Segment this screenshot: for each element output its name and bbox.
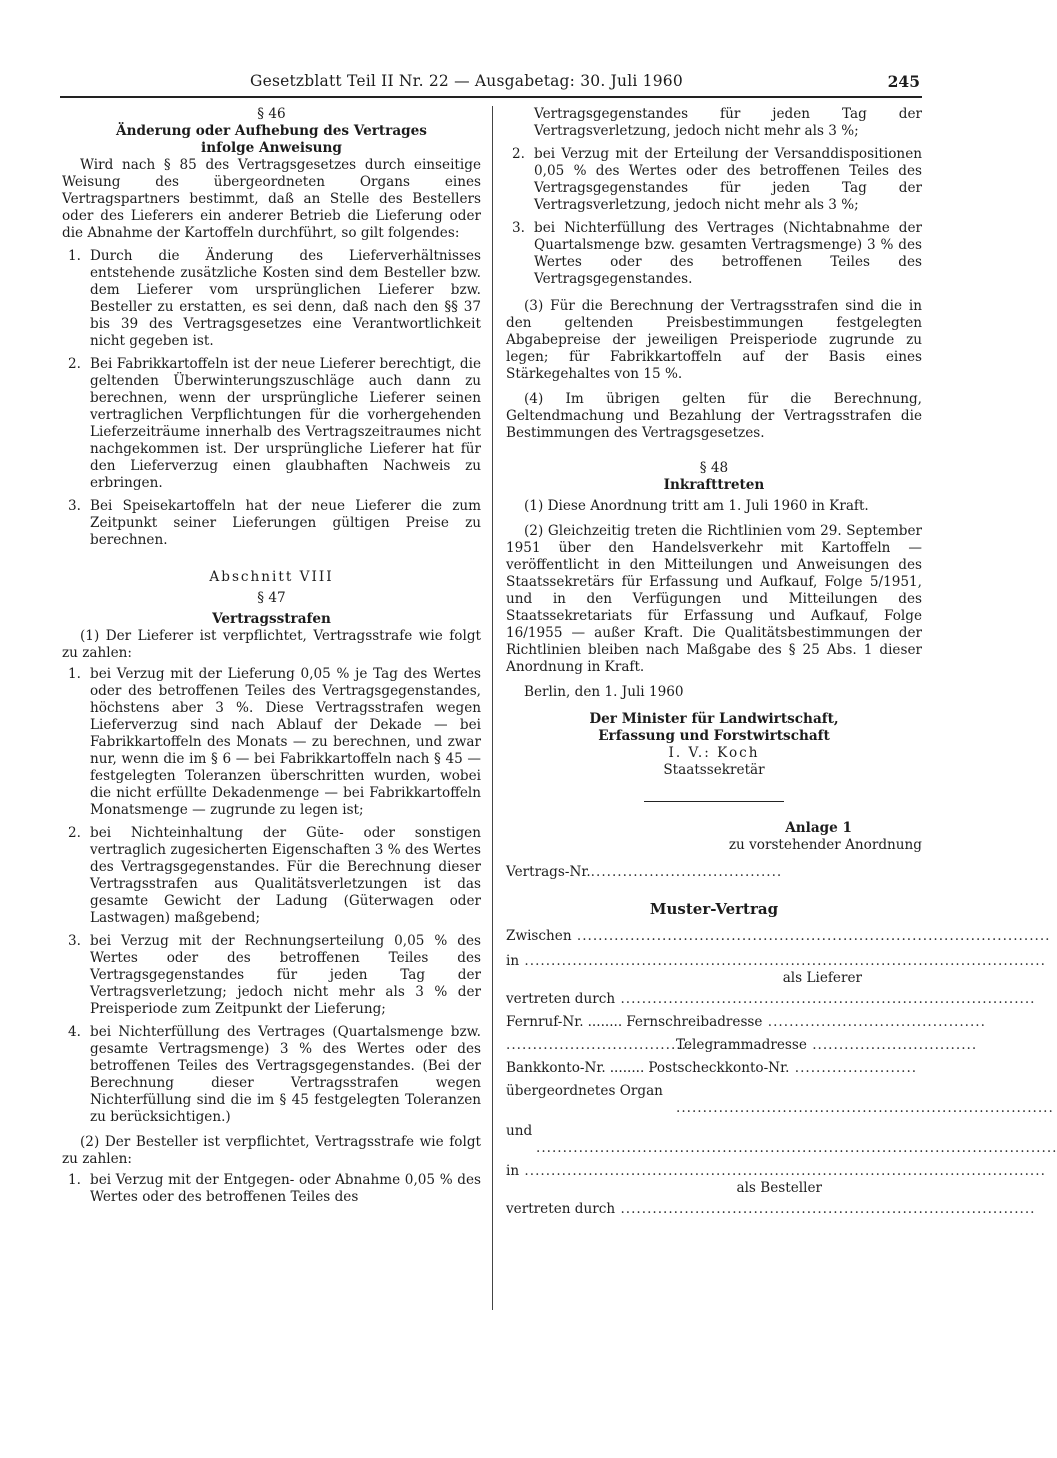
- form-line-in-2: in ..................................................................................................: [506, 1163, 1046, 1179]
- section-47-paragraph-2: (2) Der Besteller ist verpflichtet, Vertragsstrafe wie folgt zu zahlen:: [62, 1134, 481, 1167]
- section-46-intro: Wird nach § 85 des Vertragsgesetzes durch einseitige Weisung des übergeordneten Organs eines Vertragspartners bestimmt, daß an Stelle des Bestellers oder des Lieferers ein anderer Betrieb die Lieferung oder die Abnahme der Kartoffeln durchführt, so gilt folgendes:: [62, 157, 481, 241]
- form-line-organ: übergeordnetes Organ: [506, 1083, 663, 1099]
- section-47-paragraph-3: (3) Für die Berechnung der Vertragsstrafen sind die in den geltenden Preisbestimmungen festgelegten Abgabepreise der jeweiligen Preisperiode zugrunde zu legen; für Fabrikkartoffeln auf der Basis eines Stärkegehaltes von 15 %.: [506, 298, 922, 382]
- section-47-list-2: [62, 1172, 481, 1206]
- section-47-paragraph-1: (1) Der Lieferer ist verpflichtet, Vertragsstrafe wie folgt zu zahlen:: [62, 628, 481, 661]
- list-item: 3. bei Verzug mit der Rechnungserteilung 0,05 % des Wertes oder des betroffenen Teiles des Vertragsgegenstandes für jeden Tag der Vertragsverletzung; jedoch nicht mehr als 3 % der Preisperiode zum Zeitpunkt der Lieferung;: [68, 933, 481, 1017]
- form-line-und: und: [506, 1123, 533, 1139]
- section-heading-viii: Abschnitt VIII: [209, 569, 334, 585]
- form-line-organ-dots: .......................................................................: [676, 1100, 1054, 1116]
- form-line-vertreten-durch: vertreten durch ..............................................................................: [506, 991, 1036, 1007]
- right-column: [506, 106, 1057, 1218]
- section-46-title-line2: infolge Anweisung: [201, 140, 342, 156]
- annex-title: Anlage 1: [785, 820, 852, 836]
- section-46-list: [62, 248, 481, 549]
- section-48-title: Inkrafttreten: [663, 477, 765, 493]
- list-item: 3. Bei Speisekartoffeln hat der neue Lieferer die zum Zeitpunkt seiner Lieferungen gültigen Preise zu berechnen.: [68, 498, 481, 548]
- list-item: 2. bei Verzug mit der Erteilung der Versanddispositionen 0,05 % des Wertes oder des betroffenen Teiles des Vertragsgegenstandes für jeden Tag der Vertragsverletzung, jedoch nicht mehr als 3 %;: [512, 146, 922, 213]
- label-als-besteller: als Besteller: [736, 1180, 822, 1196]
- section-47-paragraph-4: (4) Im übrigen gelten für die Berechnung, Geltendmachung und Bezahlung der Vertragsstrafen die Bestimmungen des Vertragsgesetzes.: [506, 391, 922, 441]
- minister-line1: Der Minister für Landwirtschaft,: [589, 711, 839, 727]
- list-item: 1. bei Verzug mit der Entgegen- oder Abnahme 0,05 % des Wertes oder des betroffenen Teiles des: [68, 1172, 481, 1205]
- list-item: 2. bei Nichteinhaltung der Güte- oder sonstigen vertraglich zugesicherten Eigenschaften 3 % des Wertes des Vertragsgegenstandes. Für die Berechnung dieser Vertragsstrafen aus Qualitätsverletzungen ist das gesamte Gewicht der Ladung (Güterwagen oder Lastwagen) maßgebend;: [68, 825, 481, 926]
- section-48-heading: § 48: [699, 460, 729, 476]
- form-line-telegramm: ................................... Telegrammadresse ...............................: [506, 1037, 978, 1053]
- signer-name: I. V.: Koch: [668, 745, 760, 761]
- continued-list: [506, 106, 922, 288]
- form-line-und-dots: ..................................................................................................: [536, 1140, 1057, 1156]
- section-47-title: Vertragsstrafen: [212, 611, 331, 627]
- section-48-paragraph-2: (2) Gleichzeitig treten die Richtlinien vom 29. September 1951 über den Handelsverkehr mit Kartoffeln — veröffentlicht in den Mitteilungen und Anweisungen des Staatssekretärs für Erfassung und Aufkauf, Folge 5/1951, und in den Verfügungen und Mitteilungen des Staatssekretariats für Erfassung und Aufkauf, Folge 16/1955 — außer Kraft. Die Qualitätsbestimmungen der Richtlinien bleiben nach Maßgabe des § 25 Abs. 1 dieser Anordnung in Kraft.: [506, 523, 922, 675]
- signature-rule: [644, 801, 784, 802]
- label-als-lieferer: als Lieferer: [782, 970, 862, 986]
- page-header: [60, 72, 922, 98]
- form-line-bankkonto: Bankkonto-Nr. ........ Postscheckkonto-Nr. .......................: [506, 1060, 918, 1076]
- section-48-paragraph-1: (1) Diese Anordnung tritt am 1. Juli 1960 in Kraft.: [524, 498, 869, 514]
- section-47-heading: § 47: [257, 590, 286, 606]
- list-item: 3. bei Nichterfüllung des Vertrages (Nichtabnahme der Quartalsmenge bzw. gesamten Vertragsmenge) 3 % des Wertes oder des betroffenen Teiles des Vertragsgegenstandes.: [512, 220, 922, 287]
- list-item: 2. Bei Fabrikkartoffeln ist der neue Lieferer berechtigt, die geltenden Überwinterungszuschläge auch dann zu berechnen, wenn der ursprüngliche Lieferer seinen vertraglichen Verpflichtungen für die vorhergehenden Lieferzeiträume innerhalb des Vertragszeitraumes nicht nachgekommen ist. Der ursprüngliche Lieferer hat für den Lieferverzug einen glaubhaften Nachweis zu erbringen.: [68, 356, 481, 491]
- form-title: Muster-Vertrag: [649, 900, 779, 918]
- list-item: 1. Durch die Änderung des Lieferverhältnisses entstehende zusätzliche Kosten sind dem Besteller bzw. dem Lieferer vom ursprünglichen Lieferer bzw. Besteller zu erstatten, es sei denn, daß nach den §§ 37 bis 39 des Vertragsgesetzes eine Verantwortlichkeit nicht gegeben ist.: [68, 248, 481, 349]
- form-line-in: in ..................................................................................................: [506, 953, 1046, 969]
- left-column: [62, 106, 481, 1206]
- page-number: 245: [887, 72, 920, 91]
- form-line-zwischen: Zwischen .........................................................................................: [506, 928, 1051, 944]
- form-line-vertreten-durch-2: vertreten durch ..............................................................................: [506, 1201, 1036, 1217]
- section-46-title-line1: Änderung oder Aufhebung des Vertrages: [116, 123, 427, 139]
- minister-line2: Erfassung und Forstwirtschaft: [598, 728, 830, 744]
- section-47-list-1: [62, 666, 481, 1126]
- contract-number-line: Vertrags-Nr. ....................................: [506, 864, 783, 880]
- list-item: 1. bei Verzug mit der Lieferung 0,05 % je Tag des Wertes oder des betroffenen Teiles des Vertragsgegenstandes, höchstens aber 3 %. Diese Vertragsstrafen wegen Lieferverzug sind nach Ablauf der Dekade — bei Fabrikkartoffeln des Monats — zu berechnen, und zwar nur, wenn die im § 6 — bei Fabrikkartoffeln nach § 45 — festgelegten Toleranzen überschritten wurden, wobei die nicht erfüllte Dekadenmenge — bei Fabrikkartoffeln Monatsmenge — zugrunde zu legen ist;: [68, 666, 481, 818]
- place-date: Berlin, den 1. Juli 1960: [524, 684, 684, 700]
- section-46-heading: § 46: [257, 106, 286, 122]
- list-item: 4. bei Nichterfüllung des Vertrages (Quartalsmenge bzw. gesamte Vertragsmenge) 3 % des Wertes oder des betroffenen Teiles des Vertragsgegenstandes. (Bei der Berechnung dieser Vertragsstrafen wegen Nichterfüllung sind die im § 45 festgelegten Toleranzen zu berücksichtigen.): [68, 1024, 481, 1125]
- list-item-continued: Vertragsgegenstandes für jeden Tag der Vertragsverletzung, jedoch nicht mehr als 3 %;: [534, 106, 922, 139]
- annex-subtitle: zu vorstehender Anordnung: [728, 837, 922, 853]
- column-divider: [492, 106, 493, 1310]
- form-line-fernruf: Fernruf-Nr. ........ Fernschreibadresse .........................................: [506, 1014, 986, 1030]
- gazette-title: Gesetzblatt Teil II Nr. 22 — Ausgabetag: 30. Juli 1960: [250, 72, 683, 90]
- signer-title: Staatssekretär: [663, 762, 765, 778]
